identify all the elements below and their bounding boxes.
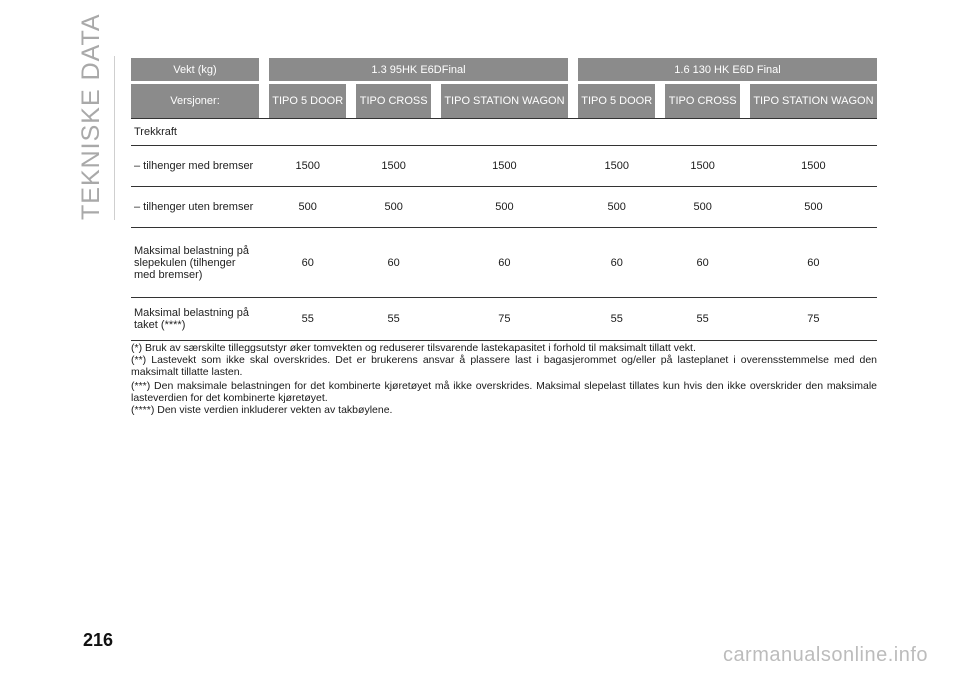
header-weight-label: Vekt (kg) [131,58,259,84]
cell-value: 1500 [750,145,877,186]
cell-value: 500 [356,186,430,227]
section-label-trekkraft: Trekkraft [131,118,877,145]
cell-value: 500 [578,186,655,227]
header-version: TIPO CROSS [665,84,739,118]
cell-value: 55 [269,297,346,341]
page-number: 216 [83,630,114,650]
section-title-vertical: TEKNISKE DATA [77,13,105,220]
cell-value: 60 [578,227,655,297]
row-label: – tilhenger med bremser [131,145,259,186]
row-label: Maksimal belastning på taket (****) [131,297,259,341]
section-row [131,118,877,145]
side-divider [114,56,115,220]
cell-value: 55 [665,297,739,341]
header-versions-label: Versjoner: [131,84,259,118]
watermark: carmanualsonline.info [722,644,928,666]
header-version: TIPO 5 DOOR [578,84,655,118]
row-label: – tilhenger uten bremser [131,186,259,227]
row-label: Maksimal belastning på slepekulen (tilhenger med bremser) [131,227,259,297]
footnote: (****) Den viste verdien inkluderer vekten av takbøylene. [131,404,393,416]
header-version: TIPO CROSS [356,84,430,118]
cell-value: 500 [665,186,739,227]
cell-value: 500 [269,186,346,227]
cell-value: 75 [750,297,877,341]
footnote: (**) Lastevekt som ikke skal overskrides. Det er brukerens ansvar å plassere last i bagasjerommet og/eller på lasteplanet i overensstemmelse med den maksimalt tillatte lasten. [131,354,877,378]
cell-value: 60 [665,227,739,297]
cell-value: 75 [441,297,568,341]
weight-spec-table [131,58,877,341]
header-row-versions [131,84,877,118]
cell-value: 60 [441,227,568,297]
footnote: (***) Den maksimale belastningen for det kombinerte kjøretøyet må ikke overskrides. Maksimal slepelast tillates kun hvis den ikke overskrider den maksimale lasteverdien for det kombinerte kjøretøyet. [131,380,877,404]
header-row-engines [131,58,877,84]
cell-value: 1500 [441,145,568,186]
header-engine-1: 1.3 95HK E6DFinal [269,58,568,84]
table-row [131,145,877,186]
cell-value: 60 [356,227,430,297]
cell-value: 1500 [665,145,739,186]
cell-value: 60 [750,227,877,297]
footnotes [131,342,877,416]
cell-value: 55 [356,297,430,341]
cell-value: 500 [441,186,568,227]
cell-value: 60 [269,227,346,297]
header-version: TIPO 5 DOOR [269,84,346,118]
cell-value: 55 [578,297,655,341]
header-version: TIPO STATION WAGON [441,84,568,118]
footnote: (*) Bruk av særskilte tilleggsutstyr øker tomvekten og reduserer tilsvarende lastekapasitet i forhold til maksimalt tillatt vekt. [131,342,696,354]
table-row [131,186,877,227]
cell-value: 500 [750,186,877,227]
header-version: TIPO STATION WAGON [750,84,877,118]
cell-value: 1500 [269,145,346,186]
table-row [131,297,877,341]
cell-value: 1500 [578,145,655,186]
table-row [131,227,877,297]
header-engine-2: 1.6 130 HK E6D Final [578,58,877,84]
cell-value: 1500 [356,145,430,186]
